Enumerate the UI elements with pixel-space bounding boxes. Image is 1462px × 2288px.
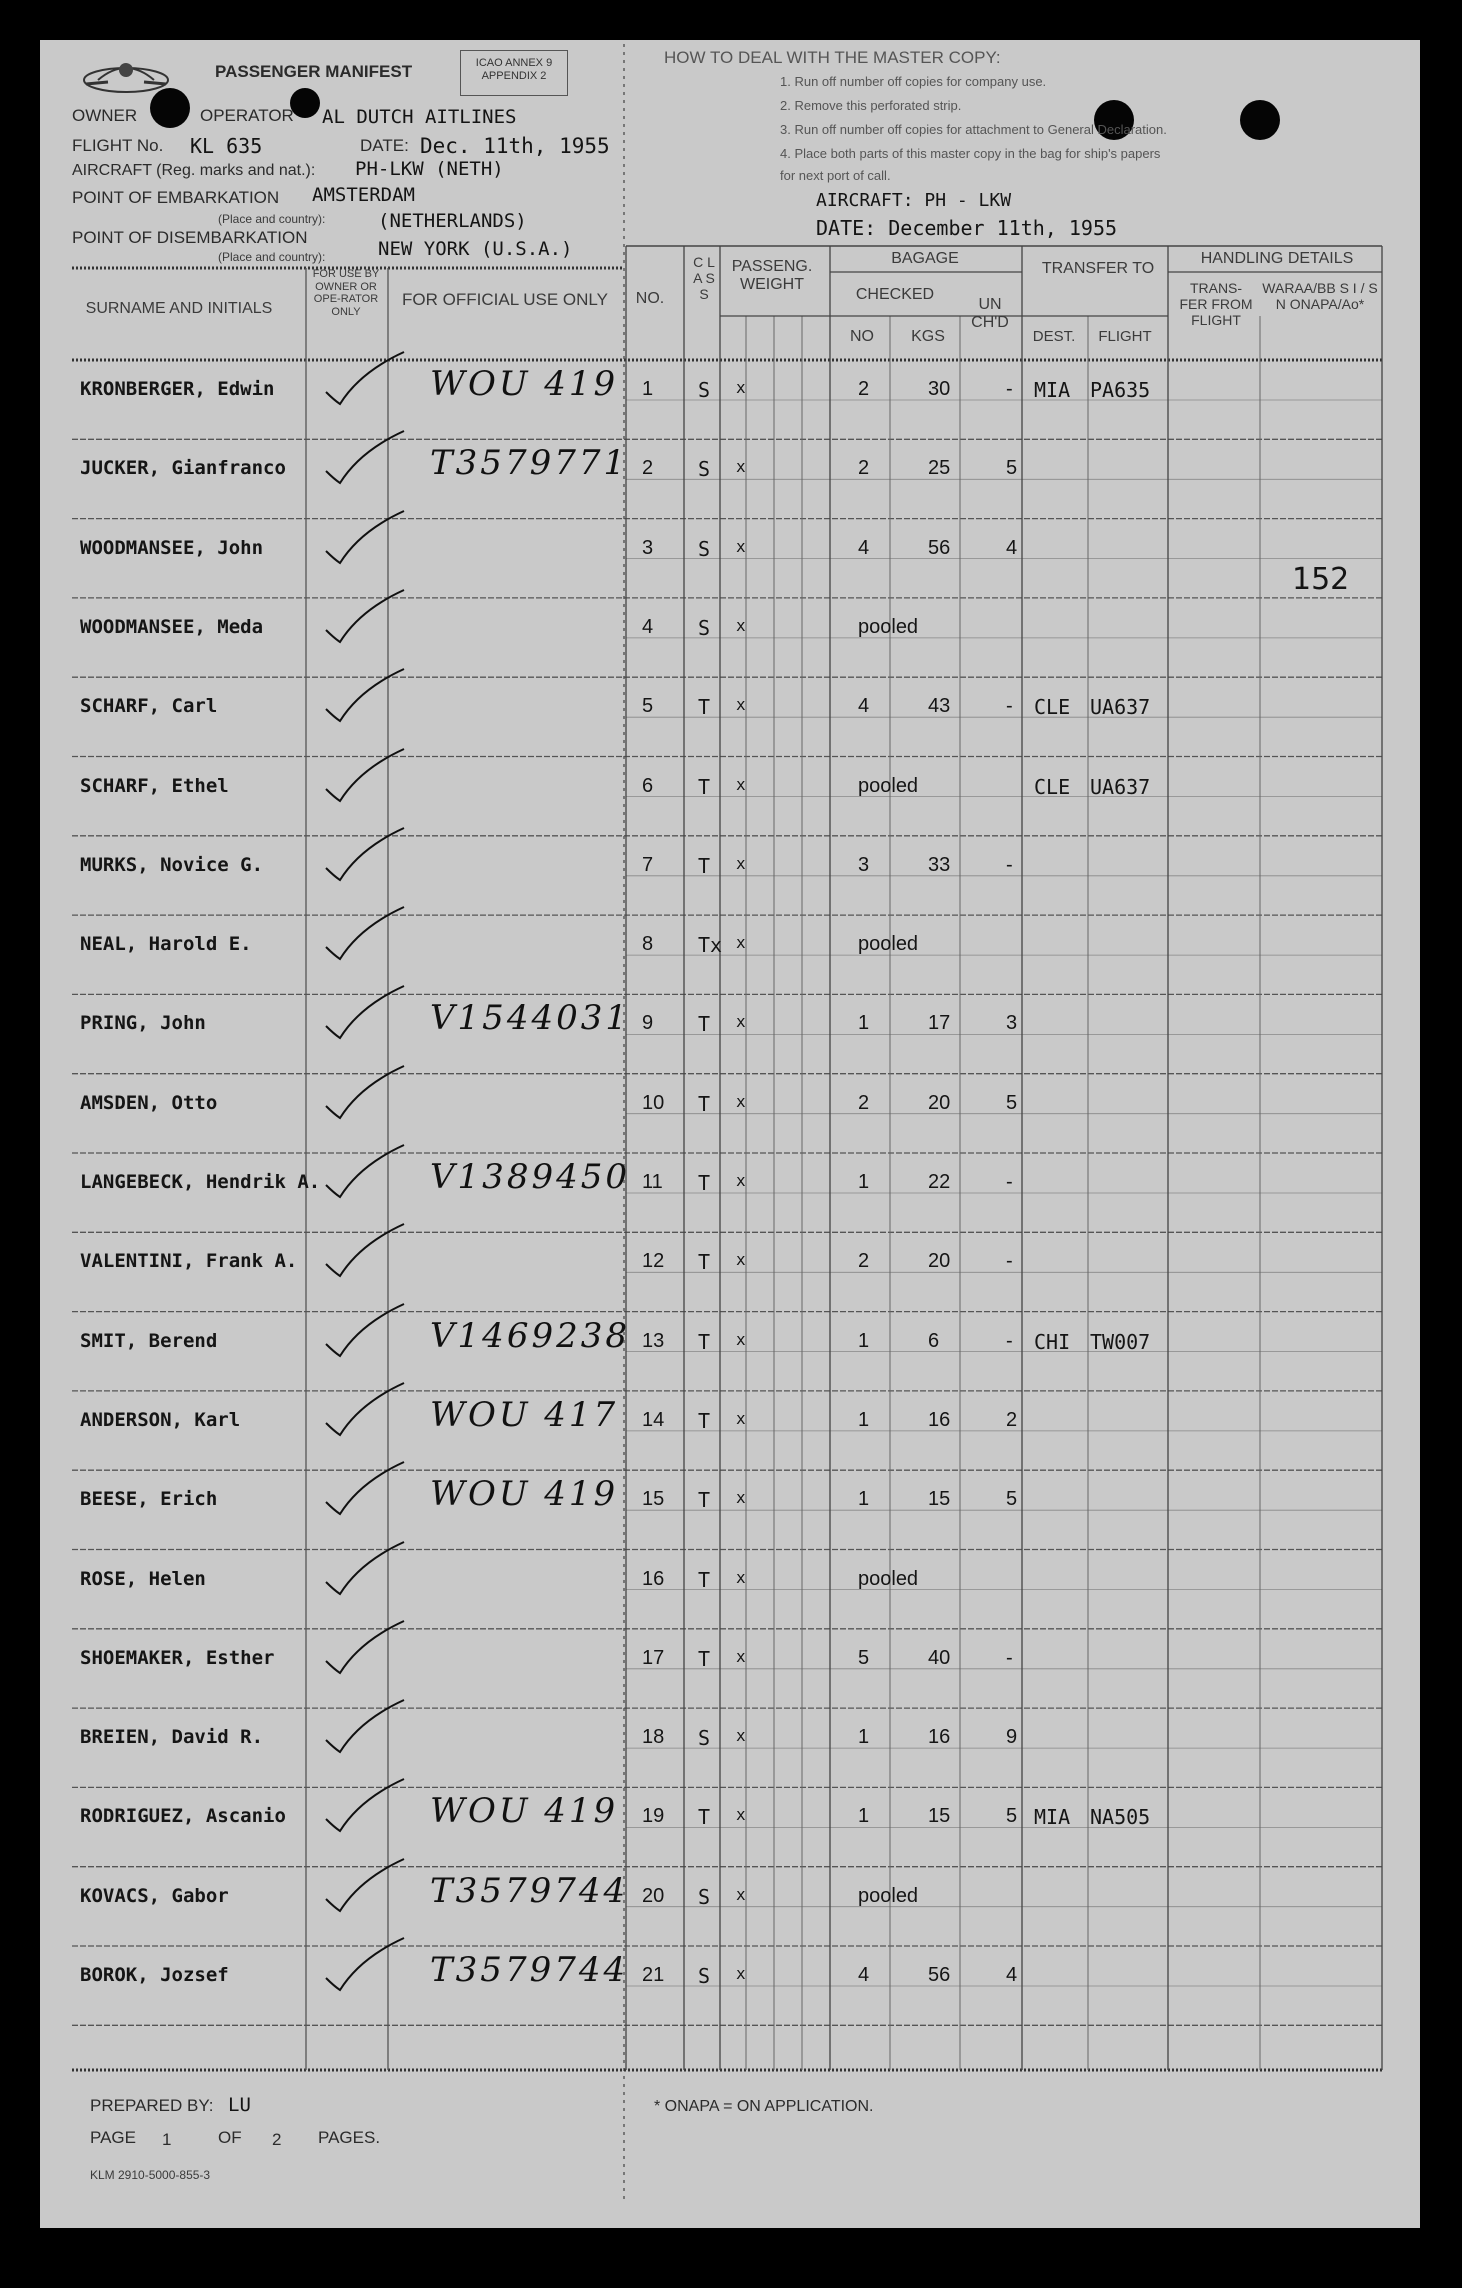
checkmark-icon [320, 903, 410, 963]
bag-count: 4 [858, 695, 870, 718]
weight-mark: x [736, 1012, 746, 1032]
col-passeng-weight: PASSENG. WEIGHT [731, 258, 813, 294]
official-use-entry: V1469238 [430, 1315, 630, 1356]
checkmark-icon [320, 745, 410, 805]
class-code: T [698, 1646, 711, 1671]
weight-mark: x [736, 695, 746, 715]
bag-weight-kgs: 15 [928, 1488, 951, 1511]
passenger-name: ANDERSON, Karl [80, 1408, 241, 1431]
bag-count: 1 [858, 1171, 870, 1193]
passenger-name: SMIT, Berend [80, 1329, 218, 1352]
col-unchd: UN CH'D [971, 296, 1009, 332]
unchecked-count: - [1006, 1646, 1013, 1669]
weight-mark: x [736, 1250, 746, 1270]
passenger-name: NEAL, Harold E. [80, 933, 252, 956]
bag-weight-kgs: 25 [928, 457, 951, 480]
col-bagage: BAGAGE [891, 250, 959, 267]
bag-weight-kgs: 33 [928, 853, 951, 876]
checkmark-icon [320, 1458, 410, 1518]
aircraft-label: AIRCRAFT (Reg. marks and nat.): [72, 162, 316, 179]
bag-count: 3 [858, 853, 870, 876]
bag-weight-kgs: 22 [928, 1171, 951, 1193]
passenger-number: 21 [642, 1964, 665, 1986]
embarkation-country: (NETHERLANDS) [378, 210, 527, 232]
unchecked-count: 3 [1006, 1012, 1018, 1035]
checkmark-icon [320, 1775, 410, 1835]
owner-value: AL DUTCH AITLINES [322, 106, 517, 128]
unchecked-count: - [1006, 695, 1013, 718]
col-kgs: KGS [911, 328, 945, 345]
checkmark-icon [320, 586, 410, 646]
col-checked: CHECKED [855, 286, 935, 303]
owner-label: OWNER [72, 106, 138, 125]
passenger-number: 11 [642, 1171, 663, 1193]
prepared-label: PREPARED BY: [90, 2096, 214, 2115]
passenger-name: WOODMANSEE, John [80, 536, 264, 559]
passenger-name: KRONBERGER, Edwin [80, 378, 275, 400]
class-code: T [698, 1171, 711, 1195]
unchecked-count: 5 [1006, 1091, 1018, 1114]
weight-mark: x [736, 1091, 746, 1111]
col-handling: HANDLING DETAILS [1200, 250, 1354, 267]
flight-value: KL 635 [190, 134, 263, 158]
of-label: OF [218, 2128, 242, 2147]
disembarkation-value: NEW YORK (U.S.A.) [378, 238, 573, 260]
class-code: T [698, 1091, 711, 1116]
unchecked-count: 5 [1006, 1805, 1018, 1828]
class-code: T [698, 1488, 711, 1513]
unchecked-count: 9 [1006, 1726, 1018, 1749]
bag-count: 1 [858, 1805, 870, 1828]
unchecked-count: - [1006, 853, 1013, 876]
unchecked-count: 5 [1006, 457, 1018, 480]
passenger-number: 9 [642, 1012, 654, 1035]
weight-mark: x [736, 1646, 746, 1666]
checkmark-icon [320, 1538, 410, 1598]
class-code: S [698, 1884, 711, 1909]
passenger-name: MURKS, Novice G. [80, 853, 264, 876]
passenger-number: 15 [642, 1488, 665, 1511]
checkmark-icon [320, 427, 410, 487]
aircraft-value: PH-LKW (NETH) [355, 158, 504, 180]
class-code: T [698, 695, 711, 720]
checkmark-icon [320, 824, 410, 884]
bag-weight-kgs: 20 [928, 1250, 951, 1273]
bag-count: 4 [858, 1964, 870, 1986]
bag-count: pooled [858, 615, 919, 638]
passenger-number: 14 [642, 1408, 665, 1431]
class-code: T [698, 1805, 711, 1830]
instruction-line: 2. Remove this perforated strip. [780, 98, 962, 113]
transfer-flight: TW007 [1090, 1329, 1151, 1354]
instructions-heading: HOW TO DEAL WITH THE MASTER COPY: [664, 48, 1001, 67]
bag-count: 1 [858, 1408, 870, 1431]
class-code: S [698, 1726, 711, 1751]
weight-mark: x [736, 378, 746, 397]
passenger-name: BOROK, Jozsef [80, 1964, 229, 1986]
col-dest: DEST. [1032, 328, 1076, 345]
bag-weight-kgs: 40 [928, 1646, 951, 1669]
passenger-number: 2 [642, 457, 654, 480]
passenger-number: 17 [642, 1646, 665, 1669]
instruction-line: 3. Run off number off copies for attachment to General Declaration. [780, 122, 1167, 137]
bag-count: 1 [858, 1012, 870, 1035]
embarkation-label: POINT OF EMBARKATION [72, 188, 280, 207]
col-transfer-to: TRANSFER TO [1041, 260, 1155, 277]
bag-count: 1 [858, 1329, 870, 1352]
weight-mark: x [736, 1884, 746, 1904]
checkmark-icon [320, 1141, 410, 1201]
bag-count: 5 [858, 1646, 870, 1669]
official-use-entry: V1544031 [430, 998, 630, 1039]
disembarkation-label: POINT OF DISEMBARKATION [72, 228, 308, 247]
passenger-name: AMSDEN, Otto [80, 1091, 218, 1114]
transfer-destination: MIA [1034, 378, 1071, 402]
col-no: NO. [635, 290, 665, 307]
bag-count: 2 [858, 378, 870, 400]
class-code: S [698, 536, 711, 561]
official-use-entry: WOU 417 [430, 1394, 619, 1435]
col-for-use: FOR USE BY OWNER OR OPE-RATOR ONLY [312, 268, 380, 318]
checkmark-icon [320, 1300, 410, 1360]
official-use-entry: T3579744 [430, 1870, 629, 1911]
weight-mark: x [736, 1964, 746, 1983]
weight-mark: x [736, 1488, 746, 1508]
weight-mark: x [736, 774, 746, 794]
instruction-line: 1. Run off number off copies for company use. [780, 74, 1047, 89]
weight-mark: x [736, 615, 746, 635]
passenger-number: 13 [642, 1329, 665, 1352]
unchecked-count: 4 [1006, 536, 1018, 559]
transfer-flight: UA637 [1090, 695, 1151, 720]
bag-weight-kgs: 16 [928, 1726, 951, 1749]
official-use-entry: V1389450 [430, 1157, 630, 1197]
unchecked-count: - [1006, 1171, 1013, 1193]
col-flight: FLIGHT [1098, 328, 1152, 345]
passenger-name: JUCKER, Gianfranco [80, 457, 286, 480]
passenger-name: KOVACS, Gabor [80, 1884, 229, 1907]
passenger-number: 5 [642, 695, 654, 718]
icao-line: APPENDIX 2 [481, 70, 547, 83]
class-code: S [698, 1964, 711, 1988]
transfer-flight: UA637 [1090, 774, 1151, 799]
official-use-entry: T3579771 [430, 443, 629, 484]
passenger-number: 19 [642, 1805, 665, 1828]
checkmark-icon [320, 507, 410, 567]
transfer-destination: MIA [1034, 1805, 1071, 1830]
embarkation-value: AMSTERDAM [312, 184, 415, 206]
bag-weight-kgs: 17 [928, 1012, 951, 1035]
weight-mark: x [736, 1726, 746, 1746]
bag-count: 2 [858, 457, 870, 480]
passenger-number: 6 [642, 774, 654, 797]
bag-weight-kgs: 56 [928, 536, 951, 559]
date-label: DATE: [360, 136, 409, 155]
passenger-number: 10 [642, 1091, 665, 1114]
weight-mark: x [736, 1567, 746, 1587]
onapa-note: * ONAPA = ON APPLICATION. [654, 2098, 874, 2115]
pages-label: PAGES. [318, 2128, 381, 2147]
bag-count: pooled [858, 933, 919, 956]
bag-weight-kgs: 20 [928, 1091, 951, 1114]
class-code: T [698, 1567, 711, 1592]
unchecked-count: 4 [1006, 1964, 1018, 1986]
disembarkation-sub: (Place and country): [218, 250, 326, 264]
passenger-number: 7 [642, 853, 654, 876]
passenger-number: 8 [642, 933, 654, 956]
col-official: FOR OFFICIAL USE ONLY [402, 290, 608, 309]
embarkation-sub: (Place and country): [218, 212, 326, 226]
checkmark-icon [320, 1696, 410, 1756]
class-code: T [698, 774, 711, 799]
checkmark-icon [320, 1855, 410, 1915]
page-label: PAGE [90, 2128, 136, 2147]
passenger-name: SCHARF, Ethel [80, 774, 229, 797]
weight-mark: x [736, 1329, 746, 1349]
passenger-number: 4 [642, 615, 654, 638]
official-use-entry: WOU 419 [430, 1474, 619, 1515]
official-use-entry: WOU 419 [430, 364, 619, 404]
page-number-stamp: 152 [1292, 562, 1350, 597]
bag-weight-kgs: 43 [928, 695, 951, 718]
weight-mark: x [736, 933, 746, 953]
form-title: PASSENGER MANIFEST [215, 62, 413, 81]
transfer-destination: CHI [1034, 1329, 1071, 1354]
passenger-number: 18 [642, 1726, 665, 1749]
transfer-flight: PA635 [1090, 378, 1151, 402]
class-code: T [698, 1012, 711, 1037]
bag-count: 1 [858, 1488, 870, 1511]
passenger-name: BEESE, Erich [80, 1488, 218, 1511]
col-bag-no: NO [850, 328, 874, 345]
checkmark-icon [320, 1934, 410, 1994]
bag-count: 1 [858, 1726, 870, 1749]
bag-weight-kgs: 16 [928, 1408, 951, 1431]
passenger-number: 16 [642, 1567, 665, 1590]
of-value: 2 [272, 2130, 282, 2149]
prepared-value: LU [228, 2094, 251, 2116]
instruction-line: 4. Place both parts of this master copy in the bag for ship's papers [780, 146, 1161, 161]
form-code: KLM 2910-5000-855-3 [90, 2168, 211, 2182]
official-use-entry: WOU 419 [430, 1791, 619, 1832]
bag-count: pooled [858, 1884, 919, 1907]
unchecked-count: - [1006, 1329, 1013, 1352]
passenger-number: 3 [642, 536, 654, 559]
weight-mark: x [736, 1171, 746, 1190]
col-surname: SURNAME AND INITIALS [85, 300, 273, 317]
passenger-name: WOODMANSEE, Meda [80, 615, 264, 638]
unchecked-count: - [1006, 1250, 1013, 1273]
page-value: 1 [162, 2130, 172, 2149]
weight-mark: x [736, 853, 746, 873]
class-code: T [698, 1408, 711, 1433]
passenger-name: PRING, John [80, 1012, 206, 1035]
passenger-number: 1 [642, 378, 654, 400]
flight-label: FLIGHT No. [72, 136, 164, 155]
instructions-aircraft: AIRCRAFT: PH - LKW [816, 190, 1012, 211]
passenger-number: 20 [642, 1884, 665, 1907]
icao-reference-box [460, 50, 568, 96]
passenger-name: LANGEBECK, Hendrik A. [80, 1171, 321, 1193]
checkmark-icon [320, 1617, 410, 1677]
checkmark-icon [320, 1220, 410, 1280]
col-waraa: WARAA/BB S I / S N ONAPA/Ao* [1262, 280, 1378, 313]
weight-mark: x [736, 536, 746, 556]
bag-count: 2 [858, 1091, 870, 1114]
checkmark-icon [320, 1062, 410, 1122]
bag-weight-kgs: 15 [928, 1805, 951, 1828]
unchecked-count: 5 [1006, 1488, 1018, 1511]
unchecked-count: - [1006, 378, 1013, 400]
bag-count: pooled [858, 1567, 919, 1590]
checkmark-icon [320, 982, 410, 1042]
checkmark-icon [320, 665, 410, 725]
class-code: S [698, 615, 711, 640]
checkmark-icon [320, 1379, 410, 1439]
instruction-line: for next port of call. [780, 168, 891, 183]
bag-count: 4 [858, 536, 870, 559]
bag-count: 2 [858, 1250, 870, 1273]
bag-count: pooled [858, 774, 919, 797]
class-code: T [698, 1250, 711, 1275]
passenger-name: RODRIGUEZ, Ascanio [80, 1805, 286, 1828]
passenger-name: SHOEMAKER, Esther [80, 1646, 275, 1669]
passenger-name: BREIEN, David R. [80, 1726, 264, 1749]
weight-mark: x [736, 1805, 746, 1825]
checkmark-icon [320, 348, 410, 408]
passenger-name: ROSE, Helen [80, 1567, 206, 1590]
official-use-entry: T3579744 [430, 1950, 629, 1990]
passenger-name: SCHARF, Carl [80, 695, 218, 718]
transfer-destination: CLE [1034, 774, 1071, 799]
date-value: Dec. 11th, 1955 [420, 134, 610, 158]
passenger-name: VALENTINI, Frank A. [80, 1250, 298, 1273]
passenger-number: 12 [642, 1250, 665, 1273]
weight-mark: x [736, 457, 746, 477]
class-code: S [698, 457, 711, 482]
icao-line: ICAO ANNEX 9 [475, 57, 553, 69]
weight-mark: x [736, 1408, 746, 1428]
class-code: Tx [698, 933, 723, 958]
class-code: T [698, 1329, 711, 1354]
col-transfer-from: TRANS-FER FROM FLIGHT [1179, 280, 1253, 329]
operator-label: OPERATOR [200, 106, 294, 125]
class-code: S [698, 378, 711, 402]
class-code: T [698, 853, 711, 878]
instructions-date: DATE: December 11th, 1955 [816, 216, 1118, 240]
unchecked-count: 2 [1006, 1408, 1018, 1431]
bag-weight-kgs: 56 [928, 1964, 951, 1986]
bag-weight-kgs: 30 [928, 378, 951, 400]
transfer-flight: NA505 [1090, 1805, 1151, 1830]
bag-weight-kgs: 6 [928, 1329, 940, 1352]
klm-crown-logo [78, 52, 174, 102]
transfer-destination: CLE [1034, 695, 1071, 720]
col-class: C L A S S [693, 254, 715, 303]
